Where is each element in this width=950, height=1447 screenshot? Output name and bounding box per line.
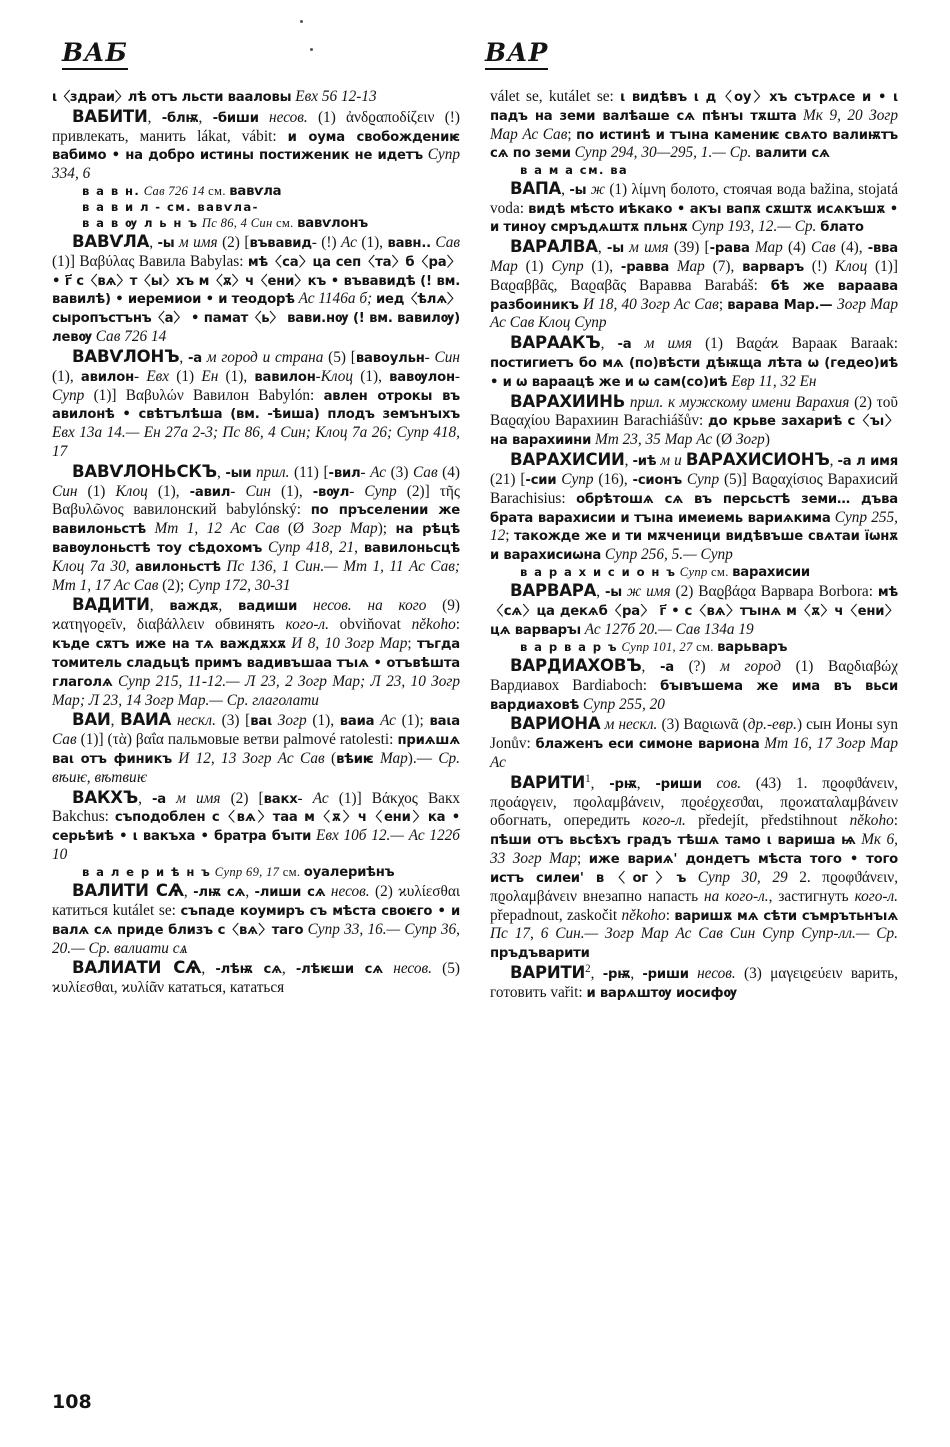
continued-paragraph: válet se, kutálet se: ι видѣвъ ι д〈оу〉хъ сътрѧсе и • ι падъ на земи валѣаше сѧ пѣнъı тѫшта Мк 9, 20 Зогр Мар Ас Сав; по истинѣ и тъıна камениѥ свѧто валиѭтъ сѧ по земи Супр 294, 30—295, 1.— Ср. валити сѧ [490,88,899,162]
cross-reference-line: в а м а см. ва [520,163,629,178]
cross-reference-line: в а р в а р ъ Супр 101, 27 см. варьваръ [520,639,788,655]
running-head-left-wrap [52,38,475,70]
dictionary-entry: ВАКХЪ, -а м имя (2) [вакх- Ас (1)] Βάκχος Вакх Bakchus: съподоблен с〈вѧ〉таа м〈ѫ〉ч〈ени〉ка • серьѣиѣ • ι вакъха • братра бъıти Евх 10б 12.— Ас 122б 10 [52,787,461,864]
running-heads [52,38,898,70]
dictionary-entry: ВАПА, -ы ж (1) λίμνη болото, стоячая вода bažina, stojatá voda: видѣ мѣсто иѣкако • акъı вапѫ сѫштѫ исѧкъшѫ • и тиноу смръдѧштѫ пльнѫ Супр 193, 12.— Ср. блато [490,178,899,236]
page-number: 108 [52,1391,92,1413]
dictionary-entry: ВАРВАРА, -ы ж имя (2) Βαϱβάϱα Варвара Borbora: мѣ〈сѧ〉ца декѧб〈ра〉 г҃ • с〈вѧ〉тъıнѧ м〈ѫ〉ч〈ени〉цѧ варваръı Ас 127б 20.— Сав 134а 19 [490,581,898,638]
scan-speck-icon [300,20,303,23]
running-head-left: ВАБ [62,38,128,70]
dictionary-entry: ВАДИТИ, важдѫ, вадиши несов. на кого (9) ϰατηγοϱεῖν, διαβάλλειν обвинять кого-л. obviňovat někoho: къде сѫтъ иже на тѧ важдѫхѫ И 8, 10 Зогр Мар; тъгда томитель сладьцѣ примъ вадивъшаа тъıѧ • отъвѣшта глаголѧ Супр 215, 11-12.— Л 23, 2 Зогр Мар; Л 23, 10 Зогр Мар; Л 23, 14 Зогр Мар.— Ср. глаголати [52,595,461,709]
cross-reference-line: в а в и л - см. вавѵла- [82,200,259,215]
cross-reference-line: в а в ѹ л ь н ъ Пс 86, 4 Син см. вавѵлонъ [82,215,368,231]
cross-reference-line: в а в н. Сав 726 14 см. вавѵла [82,184,282,200]
dictionary-entry: ВАВѴЛА, -ы м имя (2) [въвавид- (!) Ас (1), вавн.. Сав (1)] Βαβύλας Вавила Babylas: мѣ〈са〉ца сеп〈та〉б〈ра〉 • г҃ с〈вѧ〉т〈ы〉хъ м〈ѫ〉ч〈ени〉къ • въвавидѣ (! вм. вавилѣ) • иеремиои • и теодорѣ Ас 1146а б; иед〈ѣлѧ〉 сыропъстънъ〈а〉 • памат〈ь〉 вави.нѹ (! вм. вавилѹ) левѹ Сав 726 14 [52,232,461,346]
dictionary-entry: ВАЛИАТИ СѦ, -лѣѭ сѧ, -лѣѥши сѧ несов. (5) ϰυλίεσθαι, ϰυλίᾶν кататься, кататься [52,958,461,997]
column-left [52,88,460,1003]
dictionary-entry: ВАРАХИСИИ, -иѣ м и ВАРАХИСИОНЪ, -а л имя (21) [-сии Супр (16), -сионъ Супр (5)] Βαϱαχίσιος Варахисий Barachisius: обрѣтошѧ сѧ въ персьстѣ земи… дъва брата варахисии и тъıна имеиемь вариѧкима Супр 255, 12; такожде же и ти мѫченици видѣвъше свѧтаи їѡнѫ и варахисиѡна Супр 256, 5.— Супр [490,450,899,564]
running-head-right: ВАР [485,38,548,70]
dictionary-entry: ВАБИТИ, -блѭ, -биши несов. (1) ἀνδϱαποδίζειν (!) привлекать, манить lákat, vábit: и оума свобождениѥ вабимо • на добро истины постиженик не идетъ Супр 334, 6 [52,106,460,183]
running-head-right-wrap [475,38,898,70]
scan-speck-icon [310,48,313,51]
dictionary-entry: ВАВѴЛОНЪ, -а м город и страна (5) [вавоульн- Син (1), авилон- Евх (1) Ен (1), вавилон-Клоц (1), вавѹлон- Супр (1)] Βαβυλών Вавилон Babylón: авлен отрокы въ авилонѣ • свѣтълѣша (вм. -ѣиша) плодъ земънъıхъ Евх 13а 14.— Ен 27а 2-3; Пс 86, 4 Син; Клоц 7а 26; Супр 418, 17 [52,346,461,460]
dictionary-entry: ВАРИТИ$^1$, -рѭ, -риши сов. (43) 1. πϱοφϑάνειν, πϱοάϱγειν, πϱολαμβάνειν, πϱοέϱχεσϑαι, πϱοϰαταλαμβάνειν обогнать, опередить кого-л. předejít, předstihnout někoho: пѣши отъ вьсѣхъ градъ тѣшѧ тамо ι вариша ѩ Мк 6, 33 Зогр Мар; иже вариѧ' дондетъ мѣста того • того истъ силеи' в〈ог〉ъ Супр 30, 29 2. πϱοφϑάνειν, πϱολαμβάνειν внезапно напасть на кого-л., застигнуть кого-л. přepadnout, zaskočit někoho: варишѫ мѧ сѣти съмрътьнъıѧ Пс 17, 6 Син.— Зогр Мар Ас Сав Син Супр Супр-лл.— Ср. пръдъварити [490,772,899,962]
dictionary-entry: ВАРААКЪ, -а м имя (1) Βαϱάϰ Вараак Baraak: постигиетъ бо мѧ (по)вѣсти дѣѭща лѣта ѡ (гедео)иѣ • и ѡ вараацѣ же и ѡ сам(со)иѣ Евр 11, 32 Ен [490,333,899,390]
cross-reference-line: в а л е р и ѣ н ъ Супр 69, 17 см. оуалериѣнъ [82,864,395,880]
dictionary-entry: ВАРАХИИНЬ прил. к мужскому имени Варахия (2) τοῦ Βαϱαχίου Варахиин Barachiášův: до крьве захариѣ с〈ъı〉на варахиини Мт 23, 35 Мар Ас (Ø Зогр) [490,391,898,449]
dictionary-entry: ВАРАЛВА, -ы м имя (39) [-рава Мар (4) Сав (4), -вва Мар (1) Супр (1), -равва Мар (7), варваръ (!) Клоц (1)] Βαϱαββᾶς, Βαϱαβᾶς Варавва Barabáš: бѣ же вараава разбоиникъ И 18, 40 Зогр Ас Сав; варава Мар.— Зогр Мар Ас Сав Клоц Супр [490,237,899,332]
text-columns [52,88,898,1003]
dictionary-entry: ВАРИОНА м нескл. (3) Βαϱιωνᾶ (др.-евр.) сын Ионы syn Jonův: блаженъ еси симоне вариона Мт 16, 17 Зогр Мар Ас [490,714,899,771]
dictionary-entry: ВАЛИТИ СѦ, -лѭ сѧ, -лиши сѧ несов. (2) ϰυλίεσθαι катиться kutálet se: съпаде коумиръ съ мѣста своѥго • и валѧ сѧ приде близъ с〈вѧ〉таго Супр 33, 16.— Супр 36, 20.— Ср. валиати сѧ [52,881,460,957]
column-right [490,88,898,1003]
dictionary-entry: ВАВѴЛОНЬСКЪ, -ыи прил. (11) [-вил- Ас (3) Сав (4) Син (1) Клоц (1), -авил- Син (1), -вѹл- Супр (2)] τῆς Βαβυλῶνος вавилонский babylónský: по пръселении же вавилоньстѣ Мт 1, 12 Ас Сав (Ø Зогр Мар); на рѣцѣ вавѹлоньстѣ тоу сѣдохомъ Супр 418, 21, вавилоньсцѣ Клоц 7а 30, авилоньстѣ Пс 136, 1 Син.— Мт 1, 11 Ас Сав; Мт 1, 17 Ас Сав (2); Супр 172, 30-31 [52,461,460,594]
dictionary-entry: ВАИ, ВАИА нескл. (3) [ваι Зогр (1), ваиа Ас (1); ваιа Сав (1)] (τὰ) βαΐα пальмовые ветви palmové ratolesti: приѧшѧ ваι отъ финикъ И 12, 13 Зогр Ас Сав (вѣиѥ Мар).— Ср. вѣиѥ, вѣтвиѥ [52,710,461,786]
cross-reference-line: в а р а х и с и о н ъ Супр см. варахисии [520,564,810,580]
dictionary-entry: ВАРДИАХОВЪ, -а (?) м город (1) Βαϱδιαβώχ Вардиавох Bardiaboch: бъıвъшема же има въ вьси вардиаховѣ Супр 255, 20 [490,655,899,713]
dictionary-entry: ВАРИТИ$^2$, -рѭ, -риши несов. (3) μαγειϱεύειν варить, готовить vařit: и варѧштѹ иосифѹ [490,962,898,1001]
continued-paragraph: ι〈здраи〉лѣ отъ льсти вааловы Евх 56 12-13 [52,88,377,105]
